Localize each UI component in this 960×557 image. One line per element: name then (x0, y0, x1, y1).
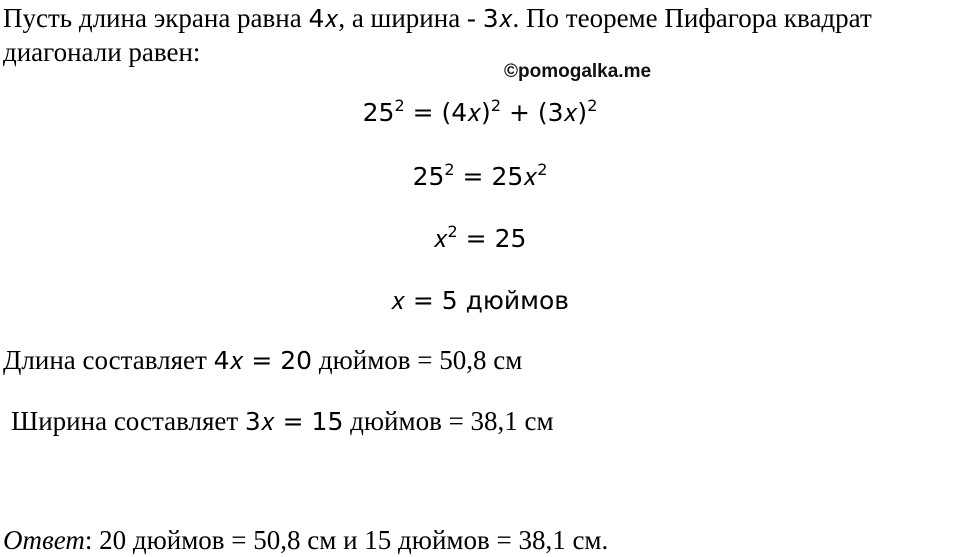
answer-text: : 20 дюймов = 50,8 см и 15 дюймов = 38,1 см. (84, 525, 609, 555)
answer-line (3, 524, 608, 556)
width-math: 3𝑥 = 15 (244, 407, 344, 436)
length-math: 4𝑥 = 20 (213, 346, 313, 375)
eq4-text: 𝑥 = 5 дюймов (390, 286, 570, 315)
eq3-rhs: = 25 (457, 224, 527, 253)
answer-label: Ответ (3, 525, 85, 555)
width-label: Ширина составляет (11, 406, 245, 436)
eq1-lhs: 25 (362, 98, 395, 127)
intro-text-1: Пусть длина экрана равна (3, 3, 309, 33)
eq3-lhs-exponent: 2 (447, 222, 458, 241)
intro-line-1 (3, 2, 872, 35)
eq1-mid-exponent: 2 (490, 96, 501, 115)
intro-var-width: 3𝑥 (482, 4, 513, 33)
watermark: ©pomogalka.me (504, 61, 652, 82)
eq2-rhs-exponent: 2 (537, 160, 548, 179)
intro-text-2: , а ширина - (338, 3, 483, 33)
width-rest: дюймов = 38,1 см (343, 406, 554, 436)
eq1-lhs-exponent: 2 (394, 96, 405, 115)
eq2-rhs: = 25𝑥 (454, 162, 538, 191)
equation-1 (0, 97, 960, 129)
intro-var-length: 4𝑥 (308, 4, 339, 33)
length-label: Длина составляет (3, 345, 214, 375)
eq2-lhs: 25 (412, 162, 445, 191)
eq3-lhs: 𝑥 (433, 224, 448, 253)
length-line (3, 344, 522, 377)
eq1-rhs: + (3𝑥) (501, 98, 588, 127)
eq2-lhs-exponent: 2 (444, 160, 455, 179)
eq1-mid: = (4𝑥) (404, 98, 491, 127)
length-rest: дюймов = 50,8 см (312, 345, 523, 375)
intro-line-2: диагонали равен: (3, 37, 201, 67)
width-line (11, 405, 554, 438)
equation-3 (0, 223, 960, 255)
equation-4 (0, 285, 960, 317)
intro-text-3: . По теореме Пифагора квадрат (512, 3, 872, 33)
equation-2 (0, 161, 960, 193)
eq1-rhs-exponent: 2 (587, 96, 598, 115)
